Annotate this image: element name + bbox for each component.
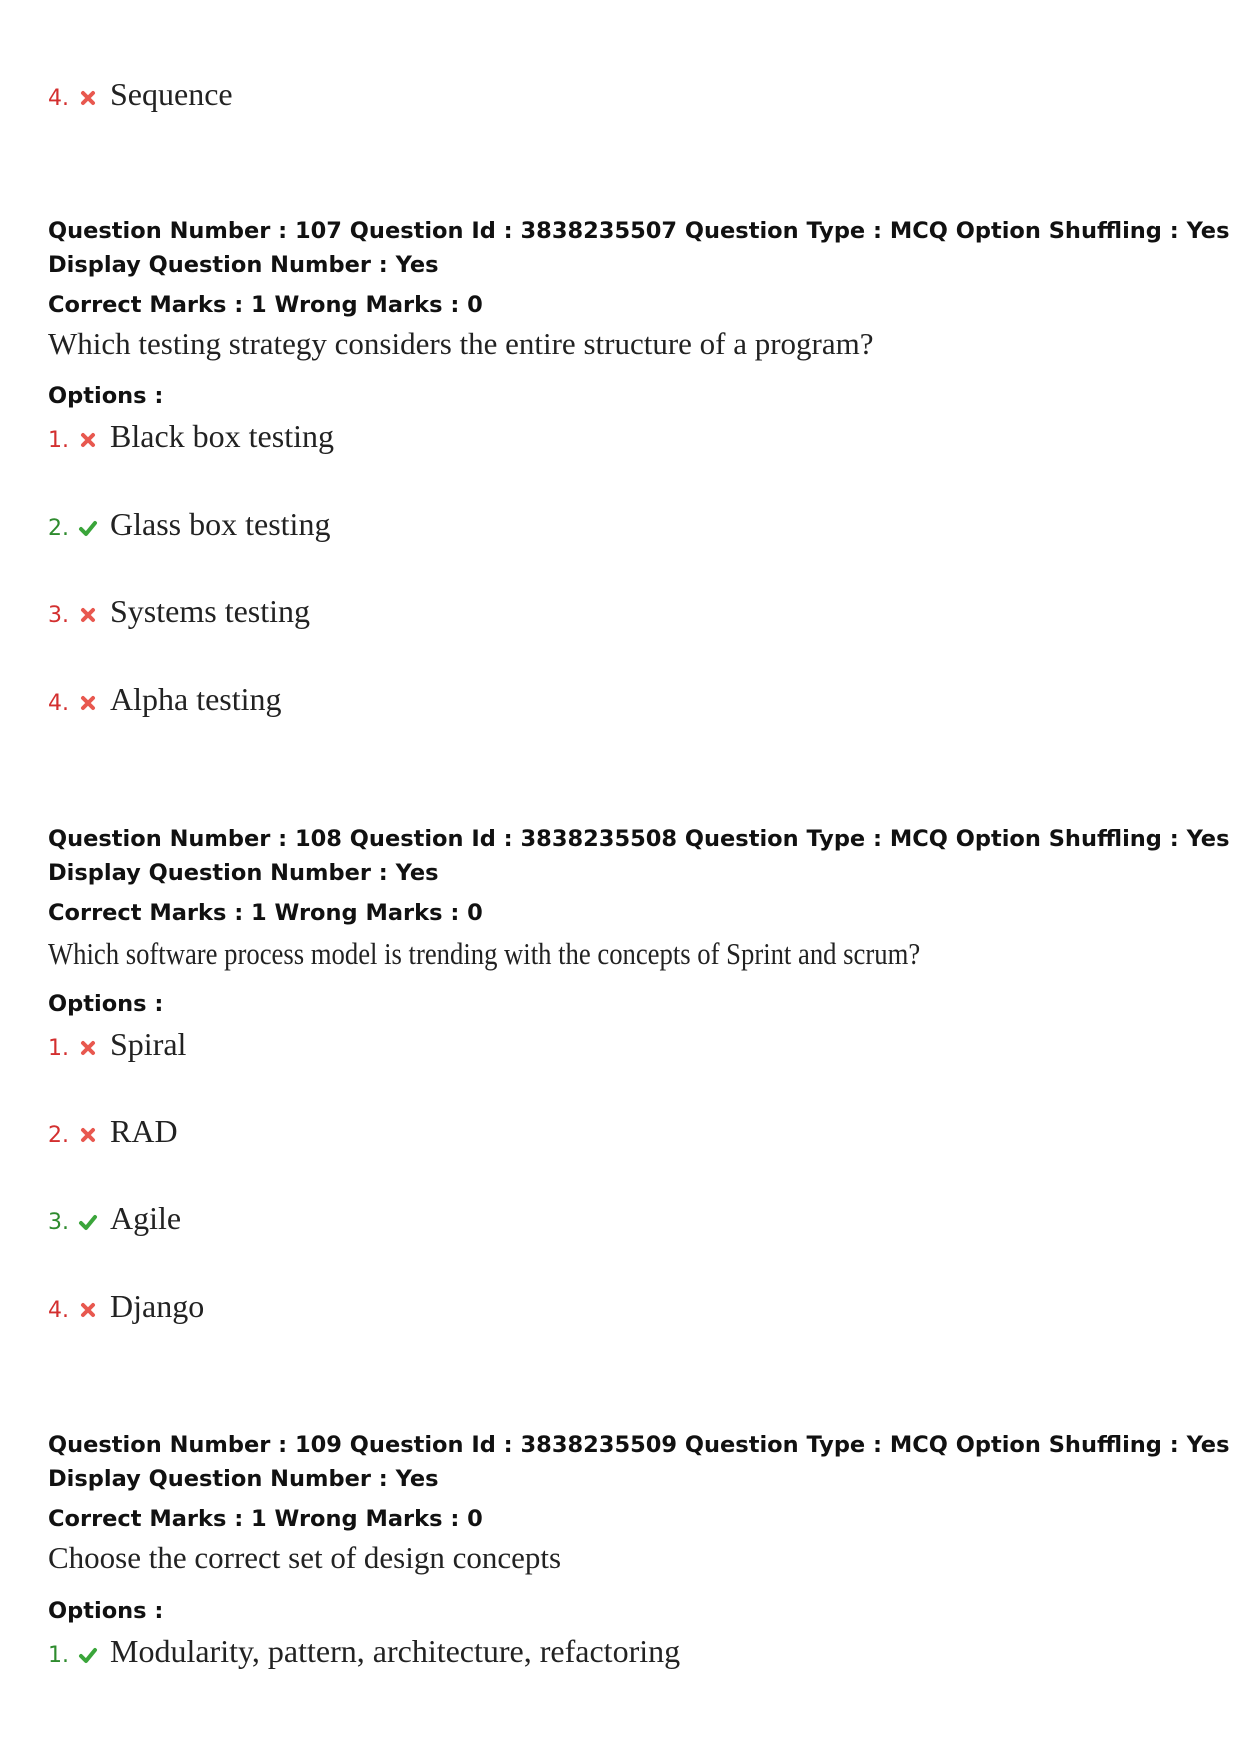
- cross-icon: [78, 1300, 98, 1320]
- option-text: Spiral: [110, 1026, 187, 1062]
- options-label: Options :: [48, 991, 164, 1017]
- option-text: Glass box testing: [110, 506, 331, 542]
- options-label: Options :: [48, 383, 164, 409]
- option-text: Black box testing: [110, 418, 334, 454]
- option-text: Django: [110, 1288, 205, 1324]
- option-number: 1.: [48, 428, 69, 453]
- display-question-number: Display Question Number : Yes: [48, 252, 439, 278]
- option-number: 1.: [48, 1643, 69, 1668]
- option-text: Alpha testing: [110, 681, 282, 717]
- cross-icon: [78, 430, 98, 450]
- cross-icon: [78, 1125, 98, 1145]
- question-header-line: Question Number : 108 Question Id : 3838235508 Question Type : MCQ Option Shuffling : Yes: [48, 826, 1230, 852]
- option-number: 2.: [48, 516, 69, 541]
- question-header-line: Question Number : 109 Question Id : 3838235509 Question Type : MCQ Option Shuffling : Yes: [48, 1432, 1230, 1458]
- display-question-number: Display Question Number : Yes: [48, 860, 439, 886]
- option-text: Modularity, pattern, architecture, refactoring: [110, 1633, 681, 1669]
- option-number: 2.: [48, 1123, 69, 1148]
- option-number: 4.: [48, 86, 69, 111]
- question-text: Which software process model is trending with the concepts of Sprint and scrum?: [48, 936, 921, 971]
- check-icon: [78, 1212, 98, 1232]
- option-number: 1.: [48, 1036, 69, 1061]
- marks-line: Correct Marks : 1 Wrong Marks : 0: [48, 1506, 483, 1532]
- option-number: 3.: [48, 603, 69, 628]
- cross-icon: [78, 693, 98, 713]
- question-text: Which testing strategy considers the entire structure of a program?: [48, 326, 874, 361]
- marks-line: Correct Marks : 1 Wrong Marks : 0: [48, 900, 483, 926]
- option-text: Systems testing: [110, 593, 311, 629]
- cross-icon: [78, 605, 98, 625]
- question-text: Choose the correct set of design concepts: [48, 1540, 562, 1575]
- option-number: 4.: [48, 691, 69, 716]
- option-text: RAD: [110, 1113, 178, 1149]
- display-question-number: Display Question Number : Yes: [48, 1466, 439, 1492]
- options-label: Options :: [48, 1598, 164, 1624]
- check-icon: [78, 1645, 98, 1665]
- option-number: 4.: [48, 1298, 69, 1323]
- option-text: Sequence: [110, 76, 233, 112]
- cross-icon: [78, 1038, 98, 1058]
- marks-line: Correct Marks : 1 Wrong Marks : 0: [48, 292, 483, 318]
- option-text: Agile: [110, 1200, 182, 1236]
- question-header-line: Question Number : 107 Question Id : 3838235507 Question Type : MCQ Option Shuffling : Yes: [48, 218, 1230, 244]
- cross-icon: [78, 88, 98, 108]
- option-number: 3.: [48, 1210, 69, 1235]
- check-icon: [78, 518, 98, 538]
